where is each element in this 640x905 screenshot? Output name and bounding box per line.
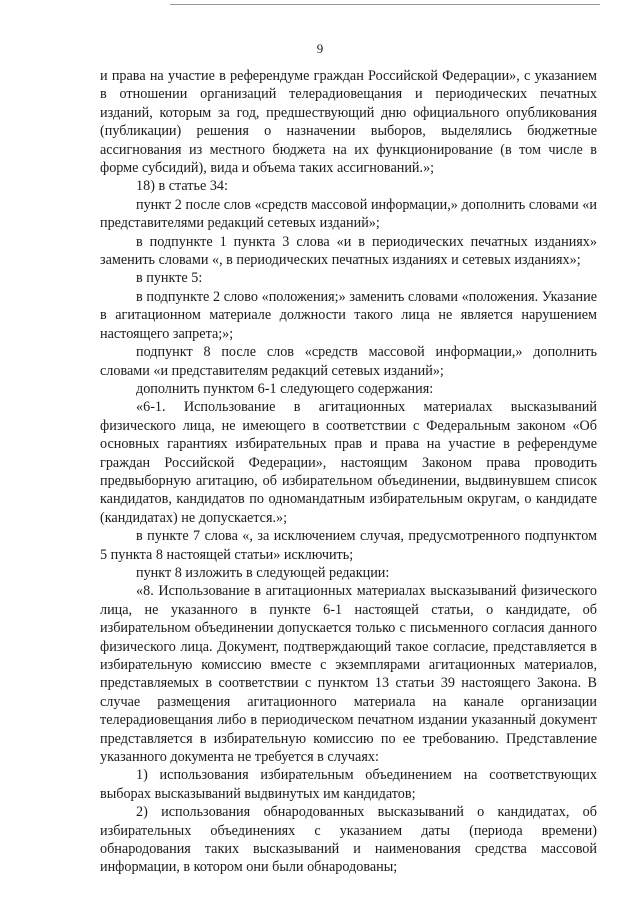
document-body <box>100 67 597 877</box>
paragraph: пункт 2 после слов «средств массовой информации,» дополнить словами «и представителями редакций сетевых изданий»; <box>100 196 597 232</box>
paragraph: «6-1. Использование в агитационных материалах высказываний физического лица, не имеющего в соответствии с Федеральным законом «Об основных гарантиях избирательных прав и права на участие в референдуме граждан Российской Федерации», настоящим Законом права проводить предвыборную агитацию, об избирательном объединении, выдвинувшем список кандидатов, кандидатов по одномандатным избирательным округам, о кандидате (кандидатах) не допускается.»; <box>100 399 597 526</box>
paragraph: 1) использования избирательным объединением на соответствующих выборах высказываний выдвинутых им кандидатов; <box>100 767 597 802</box>
paragraph: и права на участие в референдуме граждан Российской Федерации», с указанием в отношении организаций телерадиовещания и периодических печатных изданий, которым за год, предшествующий дню официального опубликования (публикации) решения о назначении выборов, выделялись бюджетные ассигнования из местного бюджета на их функционирование (в том числе в форме субсидий), вида и объема таких ассигнований.»; <box>100 68 597 177</box>
paragraph: «8. Использование в агитационных материалах высказываний физического лица, не указанного в пункте 6-1 настоящей статьи, о кандидате, об избирательном объединении допускается только с письменного согласия данного физического лица. Документ, подтверждающий такое согласие, представляется в избирательную комиссию вместе с экземплярами агитационных материалов, представляемых в соответствии с пунктом 13 статьи 39 настоящего Закона. В случае размещения агитационного материала на канале организации телерадиовещания либо в периодическом печатном издании указанный документ представляется в избирательную комиссию по ее требованию. Представление указанного документа не требуется в случаях: <box>100 583 597 766</box>
paragraph: в пункте 7 слова «, за исключением случая, предусмотренного подпунктом 5 пункта 8 настоящей статьи» исключить; <box>100 528 597 563</box>
paragraph: 2) использования обнародованных высказываний о кандидатах, об избирательных объединениях с указанием даты (периода времени) обнародования таких высказываний и наименования средства массовой информации, в котором они были обнародованы; <box>100 804 597 876</box>
page-number: 9 <box>316 41 324 56</box>
paragraph: в пункте 5: <box>136 270 203 287</box>
paragraph: 18) в статье 34: <box>136 178 228 195</box>
top-rule <box>170 4 600 5</box>
paragraph: в подпункте 2 слово «положения;» заменить словами «положения. Указание в агитационном материале должности такого лица не является нарушением настоящего запрета;»; <box>100 288 597 342</box>
paragraph: в подпункте 1 пункта 3 слова «и в периодических печатных изданиях» заменить словами «, в периодических печатных изданиях и сетевых изданиях»; <box>100 233 597 269</box>
paragraph: пункт 8 изложить в следующей редакции: <box>136 564 390 581</box>
paragraph: подпункт 8 после слов «средств массовой информации,» дополнить словами «и представителям редакций сетевых изданий»; <box>100 344 597 379</box>
paragraph: дополнить пунктом 6-1 следующего содержания: <box>136 380 434 397</box>
